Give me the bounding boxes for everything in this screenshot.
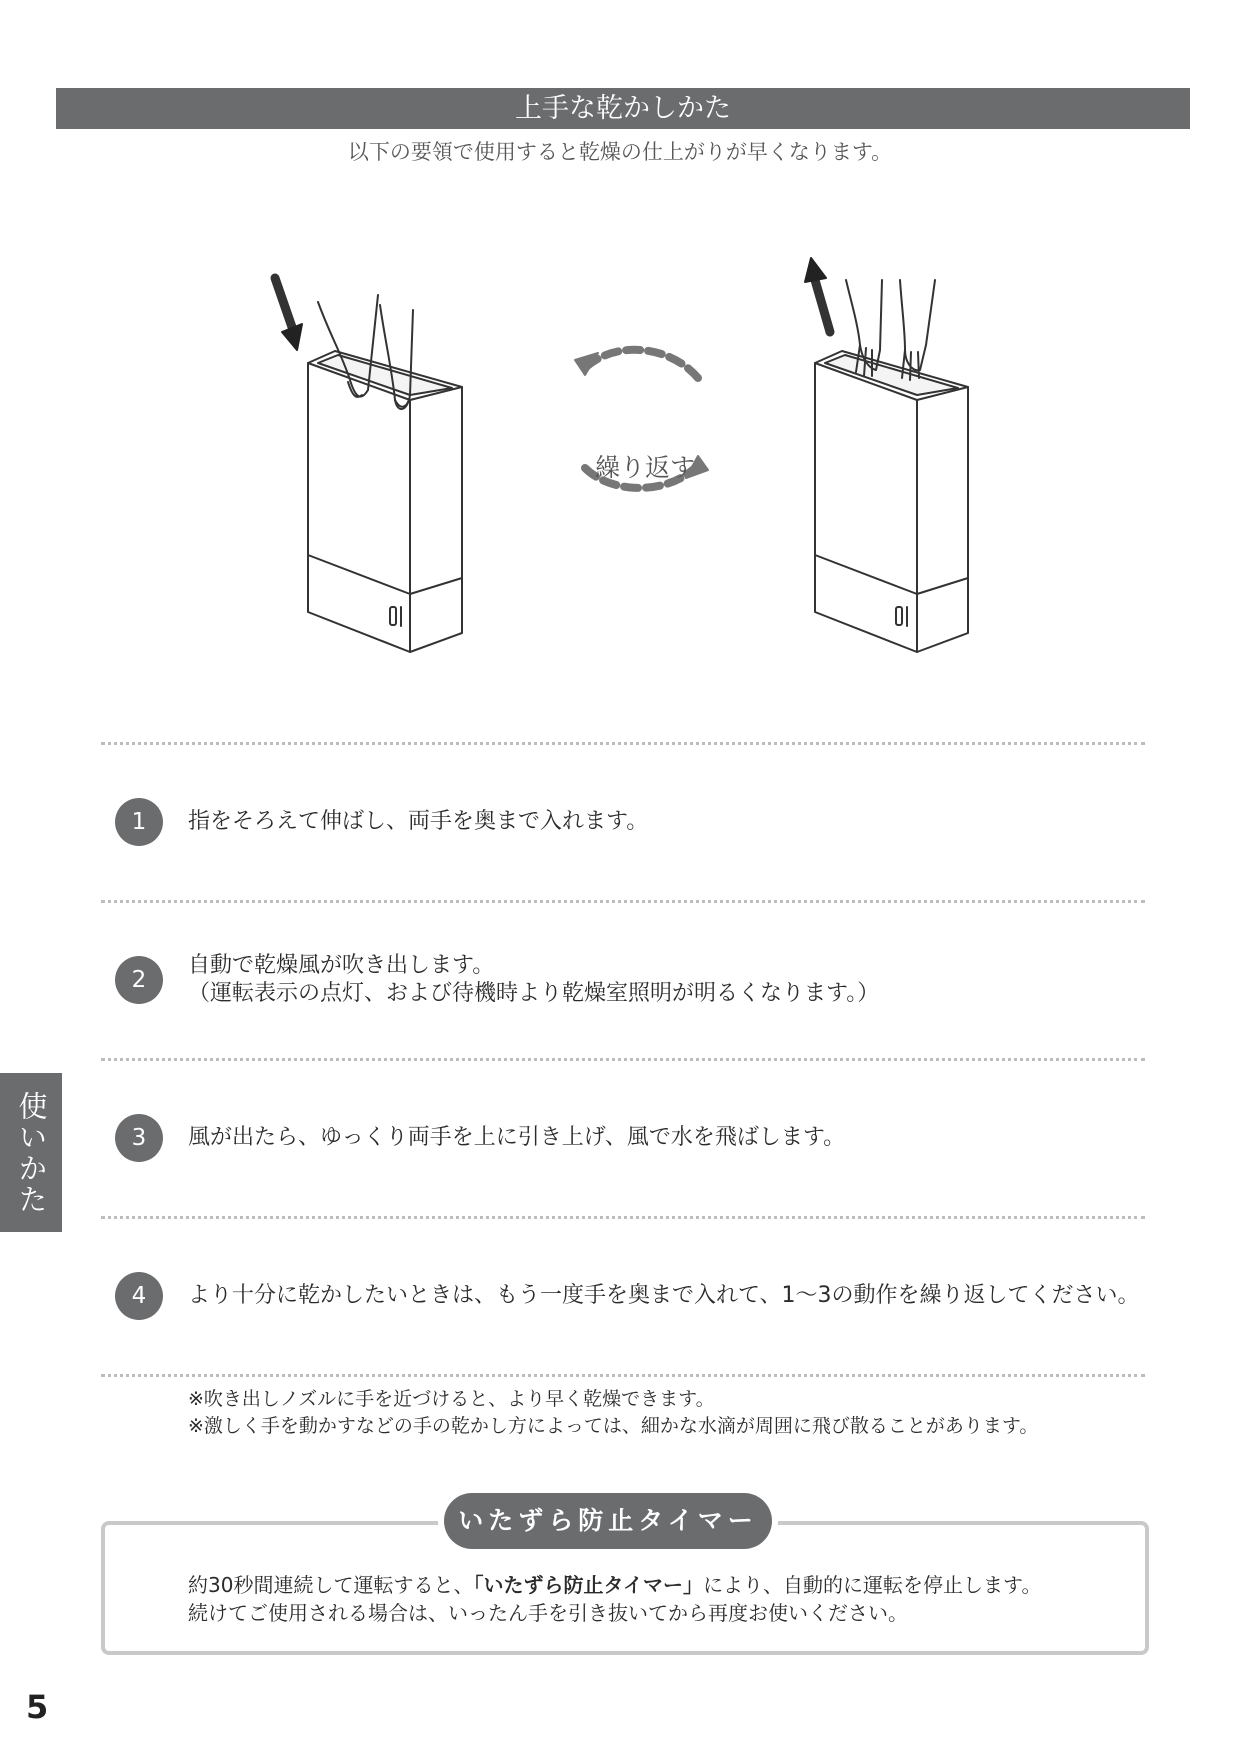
step-text xyxy=(188,952,879,1008)
divider xyxy=(101,1058,1145,1061)
timer-text xyxy=(188,1571,1041,1627)
timer-text-line xyxy=(188,1571,1041,1599)
step-number-badge: 1 xyxy=(115,798,163,846)
section-subtitle: 以下の要領で使用すると乾燥の仕上がりが早くなります。 xyxy=(347,140,893,164)
divider xyxy=(101,900,1145,903)
up-arrow-icon xyxy=(805,258,830,332)
timer-title: いたずら防止タイマー xyxy=(444,1493,772,1549)
step-text: 指をそろえて伸ばし、両手を奥まで入れます。 xyxy=(188,809,649,834)
divider xyxy=(101,1374,1145,1377)
dryer-lift-hands-figure xyxy=(815,280,968,652)
note-line: ※激しく手を動かすなどの手の乾かし方によっては、細かな水滴が周囲に飛び散ることがあります。 xyxy=(188,1415,1039,1437)
section-title: 上手な乾かしかた xyxy=(56,88,1190,129)
step-text: より十分に乾かしたいときは、もう一度手を奥まで入れて、1～3の動作を繰り返してください。 xyxy=(188,1283,1140,1308)
timer-text-post: により、自動的に運転を停止します。 xyxy=(703,1573,1042,1597)
down-arrow-icon xyxy=(275,278,302,350)
timer-text-bold: 「いたずら防止タイマー」 xyxy=(473,1573,704,1597)
step-number-badge: 4 xyxy=(115,1272,163,1320)
step-text: 風が出たら、ゆっくり両手を上に引き上げ、風で水を飛ばします。 xyxy=(188,1125,846,1150)
step-text-line: 自動で乾燥風が吹き出します。 xyxy=(188,953,495,978)
divider xyxy=(101,742,1145,745)
side-tab-usage xyxy=(0,1073,62,1232)
step-text-line: （運転表示の点灯、および待機時より乾燥室照明が明るくなります。） xyxy=(188,981,880,1006)
dryer-insert-hands-figure xyxy=(308,295,462,652)
page-number: 5 xyxy=(26,1688,49,1726)
timer-text-pre: 約30秒間連続して運転すると、 xyxy=(188,1573,474,1597)
side-tab-label: 使いかた xyxy=(14,1090,49,1215)
step-number-badge: 2 xyxy=(115,956,163,1004)
timer-text-line: 続けてご使用される場合は、いったん手を引き抜いてから再度お使いください。 xyxy=(188,1601,908,1625)
notes xyxy=(188,1386,1038,1440)
note-line: ※吹き出しノズルに手を近づけると、より早く乾燥できます。 xyxy=(188,1388,715,1410)
step-number-badge: 3 xyxy=(115,1114,163,1162)
repeat-label: 繰り返す xyxy=(594,453,695,482)
divider xyxy=(101,1216,1145,1219)
